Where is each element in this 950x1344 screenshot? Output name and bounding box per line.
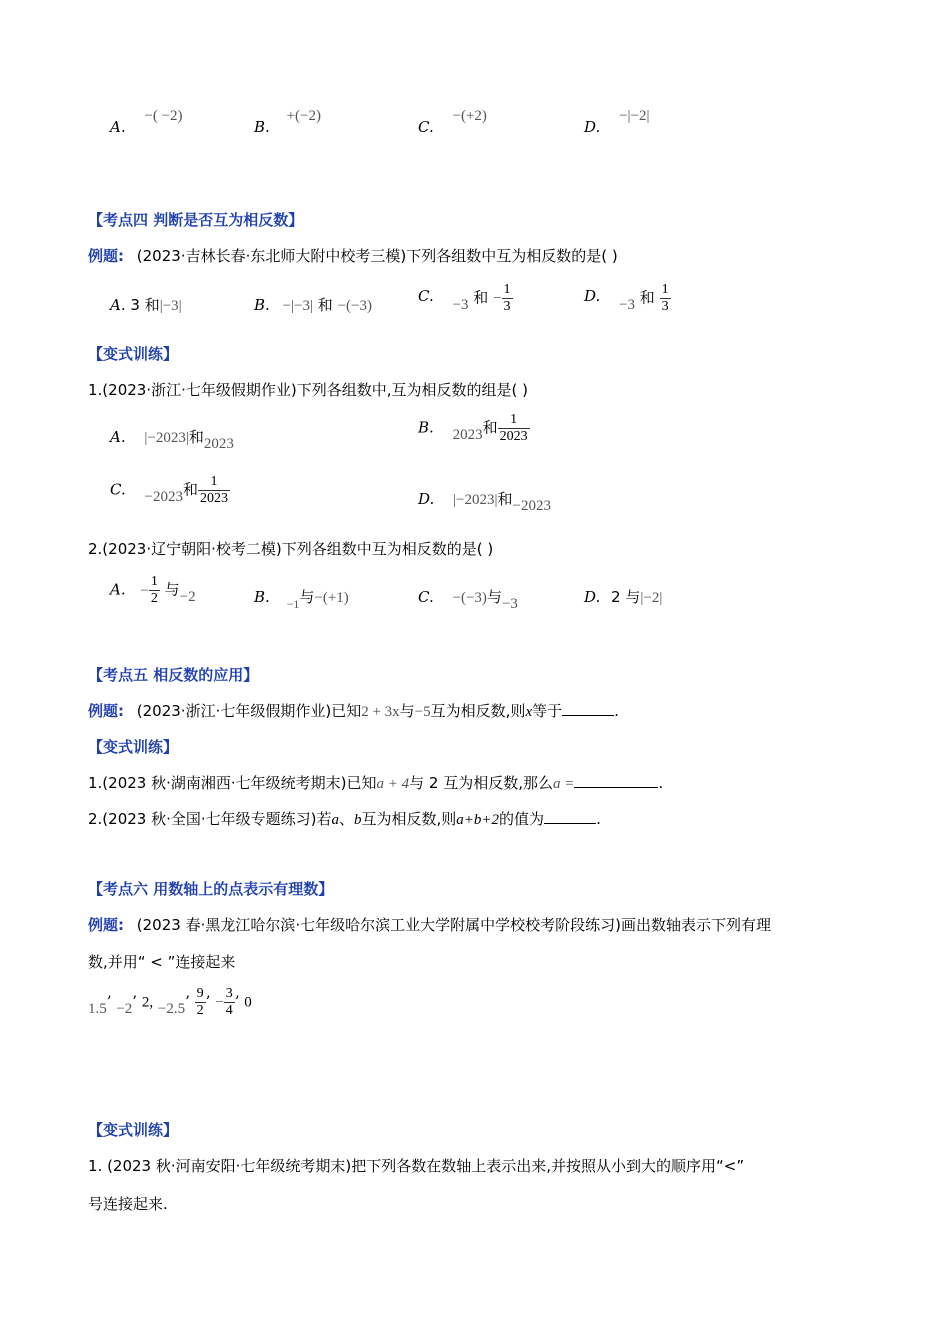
option-label: B. (254, 296, 270, 314)
question-text: 1. (2023 秋·河南安阳·七年级统考期末)把下列各数在数轴上表示出来,并按照从小到大的顺序用“<” (88, 1157, 745, 1175)
option-connector: 和 (317, 296, 333, 314)
fraction (660, 282, 671, 315)
option-d (584, 108, 650, 137)
question-text-continued: 号连接起来. (88, 1195, 168, 1213)
option-d (418, 488, 551, 514)
question-text: 与 2 互为相反数,那么 (409, 774, 553, 792)
fraction-sign: − (493, 290, 502, 307)
option-expr: |−2| (640, 590, 663, 606)
option-expr: |−3| (159, 298, 182, 314)
separator: ’ (234, 992, 240, 1011)
option-expr: −2023 (512, 498, 551, 514)
option-label: B. (254, 118, 270, 136)
option-b (418, 412, 530, 445)
section-heading: 【考点五 相反数的应用】 (88, 666, 259, 684)
period: . (614, 702, 619, 720)
separator: ’ (185, 992, 190, 1011)
option-connector: 与 (486, 588, 502, 606)
question-line (88, 808, 601, 829)
separator: ’ (132, 992, 138, 1011)
example-line (88, 700, 619, 721)
question-text: 、 (339, 810, 355, 828)
fraction-denominator: 2 (150, 591, 158, 606)
fraction-numerator: 1 (150, 574, 158, 589)
fraction (195, 986, 206, 1019)
math-var: x (525, 704, 533, 720)
question-line (88, 772, 663, 793)
fraction-denominator: 3 (661, 299, 669, 314)
fraction-numerator: 1 (661, 282, 669, 297)
option-expr: −3 (501, 596, 518, 612)
option-a (110, 426, 234, 452)
option-label: B. (254, 588, 270, 606)
fraction-sign: − (140, 582, 149, 599)
option-c (418, 586, 518, 612)
option-expr: |−2023| (453, 492, 498, 508)
option-expr: −2023 (144, 488, 183, 505)
example-text: (2023·吉林长春·东北师大附中校考三模)下列各组数中互为相反数的是( ) (136, 247, 618, 265)
math-expr: −5 (414, 704, 431, 720)
option-label: D. (584, 118, 601, 136)
fraction-denominator: 2023 (499, 429, 528, 444)
option-label: A. (110, 118, 126, 136)
option-c (418, 108, 487, 137)
example-text-continued: 数,并用“ < ”连接起来 (88, 953, 236, 971)
option-expr: +(−2) (286, 108, 321, 124)
option-label: C. (110, 480, 126, 499)
option-expr: 2023 (452, 426, 483, 443)
fraction-numerator: 9 (196, 986, 204, 1001)
option-label: A. (110, 580, 126, 599)
fraction (198, 474, 230, 507)
option-connector: 和 (182, 480, 198, 499)
option-expr: |−2023| (144, 430, 189, 446)
option-label: D. (418, 490, 435, 508)
option-expr: −|−2| (619, 108, 650, 124)
option-connector: 和 (473, 288, 489, 307)
question-text: 的值为 (499, 810, 545, 828)
fraction-sign: − (215, 994, 224, 1011)
practice-heading: 【变式训练】 (88, 345, 179, 363)
example-text: (2023 春·黑龙江哈尔滨·七年级哈尔滨工业大学附属中学校校考阶段练习)画出数轴表示下列有理 (136, 916, 771, 934)
option-b (254, 294, 372, 315)
math-expr: a+b+2 (456, 812, 500, 828)
option-expr: −2 (179, 588, 196, 605)
option-expr: −( −2) (144, 108, 183, 124)
practice-heading: 【变式训练】 (88, 738, 179, 756)
example-label: 例题: (88, 702, 124, 720)
option-a (110, 108, 183, 137)
fraction-numerator: 3 (225, 986, 233, 1001)
number-item: −2 (116, 1000, 133, 1017)
option-connector: 和 (482, 418, 498, 437)
option-label: A. (110, 296, 126, 314)
option-a (110, 574, 196, 607)
number-list (88, 986, 252, 1019)
math-var: a (331, 812, 339, 828)
fraction-denominator: 2023 (199, 491, 228, 506)
option-connector: 和 (188, 428, 204, 446)
option-d (584, 586, 662, 607)
option-text: 2 与 (611, 588, 641, 606)
question-text: 2.(2023·辽宁朝阳·校考二模)下列各组数中互为相反数的是( ) (88, 540, 494, 558)
option-expr: −(−3) (452, 590, 487, 606)
option-expr: −|−3| (282, 298, 314, 314)
section-heading: 【考点六 用数轴上的点表示有理数】 (88, 880, 334, 898)
example-text: 互为相反数,则 (430, 702, 526, 720)
option-expr: −3 (452, 296, 469, 313)
fraction-numerator: 1 (210, 474, 218, 489)
fraction (224, 986, 235, 1019)
example-text: 与 (399, 702, 415, 720)
option-expr: −(+2) (452, 108, 487, 124)
option-label: C. (418, 588, 434, 606)
math-expr: 2 + 3x (361, 704, 400, 720)
option-c (418, 282, 513, 315)
number-item: 0 (244, 994, 252, 1011)
option-expr: −3 (619, 296, 636, 313)
example-text: 等于 (532, 702, 563, 720)
answer-blank[interactable] (562, 703, 614, 716)
fraction-denominator: 3 (503, 299, 511, 314)
period: . (596, 810, 601, 828)
option-a (110, 294, 182, 315)
fraction-numerator: 1 (503, 282, 511, 297)
option-label: C. (418, 286, 434, 305)
math-expr: a = (552, 776, 575, 792)
option-expr: −(+1) (314, 590, 349, 606)
fraction-numerator: 1 (510, 412, 518, 427)
example-text: (2023·浙江·七年级假期作业)已知 (136, 702, 362, 720)
option-label: A. (110, 428, 126, 446)
option-d (584, 282, 671, 315)
option-connector: 与 (164, 580, 180, 599)
option-label: D. (584, 588, 601, 606)
fraction (498, 412, 530, 445)
question-text: 1.(2023 秋·湖南湘西·七年级统考期末)已知 (88, 774, 377, 792)
example-line (88, 914, 771, 935)
question-text: 1.(2023·浙江·七年级假期作业)下列各组数中,互为相反数的组是( ) (88, 381, 528, 399)
option-expr: −1 (286, 597, 300, 611)
option-label: C. (418, 118, 434, 136)
fraction-denominator: 2 (196, 1003, 204, 1018)
example-line (88, 245, 618, 266)
option-connector: 和 (639, 288, 655, 307)
question-text: 互为相反数,则 (361, 810, 457, 828)
question-text: 2.(2023 秋·全国·七年级专题练习)若 (88, 810, 332, 828)
option-b (254, 586, 349, 611)
math-expr: a + 4 (376, 776, 410, 792)
separator: ’ (205, 992, 211, 1011)
option-text: 3 和 (130, 296, 160, 314)
answer-blank[interactable] (574, 775, 658, 788)
option-connector: 与 (299, 588, 315, 606)
example-label: 例题: (88, 247, 124, 265)
option-expr: −(−3) (337, 298, 373, 314)
math-var: b (354, 812, 362, 828)
option-expr: 2023 (203, 436, 234, 452)
option-b (254, 108, 321, 137)
number-item: −2.5 (157, 1000, 186, 1017)
fraction-denominator: 4 (225, 1003, 233, 1018)
fraction (502, 282, 513, 315)
number-item: 1.5 (88, 1000, 107, 1017)
fraction (149, 574, 160, 607)
option-label: D. (584, 286, 601, 305)
option-label: B. (418, 418, 434, 437)
number-item: 2, (141, 994, 154, 1011)
period: . (658, 774, 664, 792)
example-label: 例题: (88, 916, 124, 934)
separator: ’ (106, 992, 112, 1011)
practice-heading: 【变式训练】 (88, 1121, 179, 1139)
answer-blank[interactable] (544, 811, 596, 824)
option-c (110, 474, 230, 507)
section-heading: 【考点四 判断是否互为相反数】 (88, 211, 304, 229)
option-connector: 和 (497, 490, 513, 508)
